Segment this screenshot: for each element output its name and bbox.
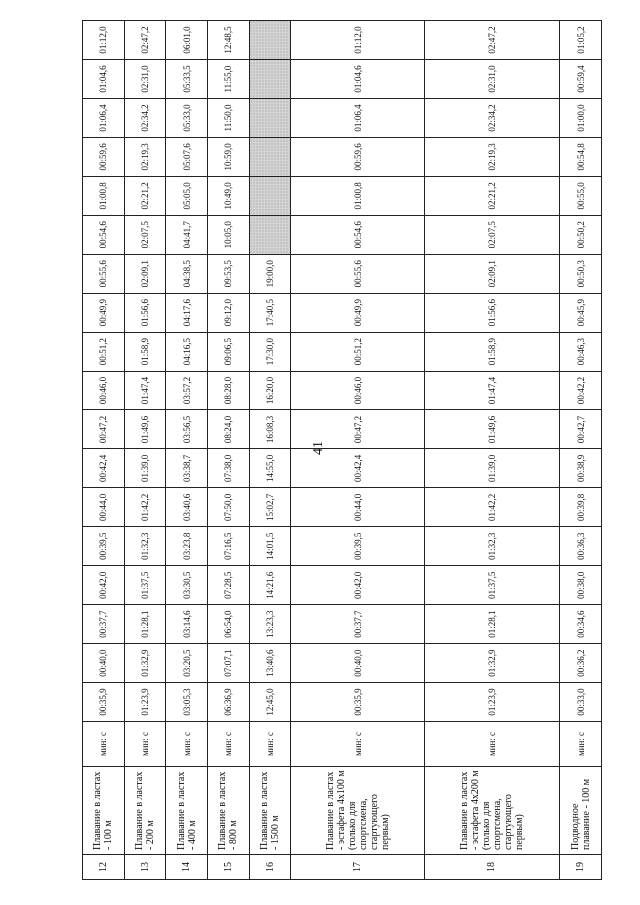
table-row [208, 21, 250, 880]
value-cell: 01:32,9 [424, 644, 559, 683]
table-row [291, 21, 424, 880]
shaded-cell [249, 21, 291, 60]
discipline-name: Плавание в ластах - 800 м [208, 767, 250, 855]
value-cell: 00:39,5 [291, 527, 424, 566]
rotated-table-container [82, 20, 602, 880]
value-cell: 01:42,2 [124, 488, 166, 527]
value-cell: 05:07,6 [166, 137, 208, 176]
value-cell: 00:59,4 [560, 60, 602, 99]
value-cell: 02:21,2 [124, 176, 166, 215]
value-cell: 13:40,6 [249, 644, 291, 683]
value-cell: 03:38,7 [166, 449, 208, 488]
value-cell: 02:19,3 [424, 137, 559, 176]
row-number: 15 [208, 855, 250, 880]
value-cell: 00:42,0 [291, 566, 424, 605]
value-cell: 00:49,9 [83, 293, 125, 332]
value-cell: 00:59,6 [83, 137, 125, 176]
table-row [249, 21, 291, 880]
value-cell: 00:49,9 [291, 293, 424, 332]
value-cell: 01:39,0 [124, 449, 166, 488]
value-cell: 02:21,2 [424, 176, 559, 215]
page-number: 41 [311, 441, 326, 455]
value-cell: 01:37,5 [124, 566, 166, 605]
row-number: 13 [124, 855, 166, 880]
value-cell: 01:39,0 [424, 449, 559, 488]
value-cell: 01:00,8 [291, 176, 424, 215]
value-cell: 01:12,0 [83, 21, 125, 60]
value-cell: 03:20,5 [166, 644, 208, 683]
value-cell: 02:07,5 [124, 215, 166, 254]
value-cell: 07:07,1 [208, 644, 250, 683]
value-cell: 00:55,6 [291, 254, 424, 293]
value-cell: 01:56,6 [424, 293, 559, 332]
value-cell: 00:47,2 [83, 410, 125, 449]
value-cell: 10:49,0 [208, 176, 250, 215]
value-cell: 07:50,0 [208, 488, 250, 527]
shaded-cell [249, 137, 291, 176]
value-cell: 03:30,5 [166, 566, 208, 605]
value-cell: 00:37,7 [83, 605, 125, 644]
value-cell: 00:46,0 [83, 371, 125, 410]
value-cell: 02:07,5 [424, 215, 559, 254]
value-cell: 00:54,6 [291, 215, 424, 254]
row-number: 16 [249, 855, 291, 880]
value-cell: 01:04,6 [83, 60, 125, 99]
row-number: 18 [424, 855, 559, 880]
value-cell: 00:44,0 [291, 488, 424, 527]
value-cell: 02:09,1 [424, 254, 559, 293]
value-cell: 01:32,3 [124, 527, 166, 566]
value-cell: 04:17,6 [166, 293, 208, 332]
value-cell: 00:33,0 [560, 683, 602, 722]
value-cell: 03:23,8 [166, 527, 208, 566]
value-cell: 01:49,6 [124, 410, 166, 449]
discipline-name: Плавание в ластах - 1500 м [249, 767, 291, 855]
discipline-name: Плавание в ластах - эстафета 4x100 м (только для спортсмена, стартующего первым) [291, 767, 424, 855]
value-cell: 00:54,8 [560, 137, 602, 176]
value-cell: 00:39,5 [83, 527, 125, 566]
value-cell: 01:58,9 [124, 332, 166, 371]
table-row [83, 21, 125, 880]
discipline-name: Плавание в ластах - 100 м [83, 767, 125, 855]
value-cell: 01:32,3 [424, 527, 559, 566]
table-row [166, 21, 208, 880]
discipline-name: Плавание в ластах - 200 м [124, 767, 166, 855]
value-cell: 02:34,2 [424, 99, 559, 138]
value-cell: 01:28,1 [124, 605, 166, 644]
value-cell: 08:24,0 [208, 410, 250, 449]
value-cell: 04:41,7 [166, 215, 208, 254]
value-cell: 01:00,8 [83, 176, 125, 215]
value-cell: 06:01,0 [166, 21, 208, 60]
value-cell: 01:23,9 [124, 683, 166, 722]
value-cell: 01:49,6 [424, 410, 559, 449]
value-cell: 00:47,2 [291, 410, 424, 449]
value-cell: 00:35,9 [291, 683, 424, 722]
value-cell: 03:14,6 [166, 605, 208, 644]
value-cell: 00:46,0 [291, 371, 424, 410]
table-row [124, 21, 166, 880]
value-cell: 10:59,0 [208, 137, 250, 176]
value-cell: 01:06,4 [83, 99, 125, 138]
value-cell: 00:35,9 [83, 683, 125, 722]
unit-cell: мин: с [424, 722, 559, 767]
value-cell: 09:12,0 [208, 293, 250, 332]
value-cell: 00:45,9 [560, 293, 602, 332]
value-cell: 00:42,2 [560, 371, 602, 410]
standards-table [82, 20, 602, 880]
value-cell: 01:56,6 [124, 293, 166, 332]
value-cell: 02:19,3 [124, 137, 166, 176]
value-cell: 07:28,5 [208, 566, 250, 605]
value-cell: 00:40,0 [291, 644, 424, 683]
value-cell: 11:50,0 [208, 99, 250, 138]
value-cell: 00:50,3 [560, 254, 602, 293]
value-cell: 00:37,7 [291, 605, 424, 644]
value-cell: 01:32,9 [124, 644, 166, 683]
shaded-cell [249, 215, 291, 254]
unit-cell: мин: с [83, 722, 125, 767]
value-cell: 14:01,5 [249, 527, 291, 566]
value-cell: 14:55,0 [249, 449, 291, 488]
value-cell: 00:39,8 [560, 488, 602, 527]
value-cell: 04:16,5 [166, 332, 208, 371]
shaded-cell [249, 99, 291, 138]
value-cell: 02:47,2 [424, 21, 559, 60]
discipline-name: Плавание в ластах - эстафета 4x200 м (только для спортсмена, стартующего первым) [424, 767, 559, 855]
value-cell: 07:38,0 [208, 449, 250, 488]
unit-cell: мин: с [291, 722, 424, 767]
shaded-cell [249, 60, 291, 99]
value-cell: 01:58,9 [424, 332, 559, 371]
value-cell: 00:40,0 [83, 644, 125, 683]
value-cell: 13:23,3 [249, 605, 291, 644]
value-cell: 02:34,2 [124, 99, 166, 138]
value-cell: 17:40,5 [249, 293, 291, 332]
value-cell: 04:38,5 [166, 254, 208, 293]
value-cell: 08:28,0 [208, 371, 250, 410]
value-cell: 00:55,6 [83, 254, 125, 293]
value-cell: 03:56,5 [166, 410, 208, 449]
value-cell: 16:20,0 [249, 371, 291, 410]
value-cell: 02:31,0 [124, 60, 166, 99]
value-cell: 01:47,4 [424, 371, 559, 410]
value-cell: 00:51,2 [83, 332, 125, 371]
value-cell: 03:05,3 [166, 683, 208, 722]
value-cell: 17:30,0 [249, 332, 291, 371]
value-cell: 00:54,6 [83, 215, 125, 254]
value-cell: 15:02,7 [249, 488, 291, 527]
value-cell: 09:53,5 [208, 254, 250, 293]
value-cell: 01:23,9 [424, 683, 559, 722]
value-cell: 00:36,3 [560, 527, 602, 566]
value-cell: 00:50,2 [560, 215, 602, 254]
value-cell: 00:46,3 [560, 332, 602, 371]
value-cell: 12:48,5 [208, 21, 250, 60]
value-cell: 03:57,2 [166, 371, 208, 410]
value-cell: 00:42,4 [83, 449, 125, 488]
value-cell: 01:37,5 [424, 566, 559, 605]
value-cell: 02:47,2 [124, 21, 166, 60]
table-row [424, 21, 559, 880]
value-cell: 02:31,0 [424, 60, 559, 99]
value-cell: 00:38,9 [560, 449, 602, 488]
unit-cell: мин: с [249, 722, 291, 767]
value-cell: 09:06,5 [208, 332, 250, 371]
value-cell: 00:51,2 [291, 332, 424, 371]
value-cell: 07:16,5 [208, 527, 250, 566]
value-cell: 05:05,0 [166, 176, 208, 215]
value-cell: 01:05,2 [560, 21, 602, 60]
value-cell: 00:55,0 [560, 176, 602, 215]
shaded-cell [249, 176, 291, 215]
unit-cell: мин: с [166, 722, 208, 767]
value-cell: 01:42,2 [424, 488, 559, 527]
value-cell: 00:59,6 [291, 137, 424, 176]
value-cell: 01:04,6 [291, 60, 424, 99]
value-cell: 00:36,2 [560, 644, 602, 683]
discipline-name: Плавание в ластах - 400 м [166, 767, 208, 855]
row-number: 12 [83, 855, 125, 880]
row-number: 14 [166, 855, 208, 880]
standards-table-body [83, 21, 602, 880]
value-cell: 19:00,0 [249, 254, 291, 293]
value-cell: 02:09,1 [124, 254, 166, 293]
value-cell: 01:12,0 [291, 21, 424, 60]
value-cell: 06:36,9 [208, 683, 250, 722]
value-cell: 00:44,0 [83, 488, 125, 527]
value-cell: 03:40,6 [166, 488, 208, 527]
row-number: 19 [560, 855, 602, 880]
value-cell: 00:38,0 [560, 566, 602, 605]
value-cell: 11:55,0 [208, 60, 250, 99]
value-cell: 01:06,4 [291, 99, 424, 138]
value-cell: 14:21,6 [249, 566, 291, 605]
value-cell: 01:47,4 [124, 371, 166, 410]
row-number: 17 [291, 855, 424, 880]
table-row [560, 21, 602, 880]
value-cell: 05:33,5 [166, 60, 208, 99]
unit-cell: мин: с [124, 722, 166, 767]
unit-cell: мин: с [208, 722, 250, 767]
value-cell: 16:08,3 [249, 410, 291, 449]
value-cell: 00:34,6 [560, 605, 602, 644]
value-cell: 00:42,4 [291, 449, 424, 488]
value-cell: 05:33,0 [166, 99, 208, 138]
unit-cell: мин: с [560, 722, 602, 767]
value-cell: 06:54,0 [208, 605, 250, 644]
value-cell: 00:42,7 [560, 410, 602, 449]
value-cell: 10:05,0 [208, 215, 250, 254]
discipline-name: Подводное плавание - 100 м [560, 767, 602, 855]
value-cell: 12:45,0 [249, 683, 291, 722]
value-cell: 00:42,0 [83, 566, 125, 605]
value-cell: 01:00,0 [560, 99, 602, 138]
value-cell: 01:28,1 [424, 605, 559, 644]
